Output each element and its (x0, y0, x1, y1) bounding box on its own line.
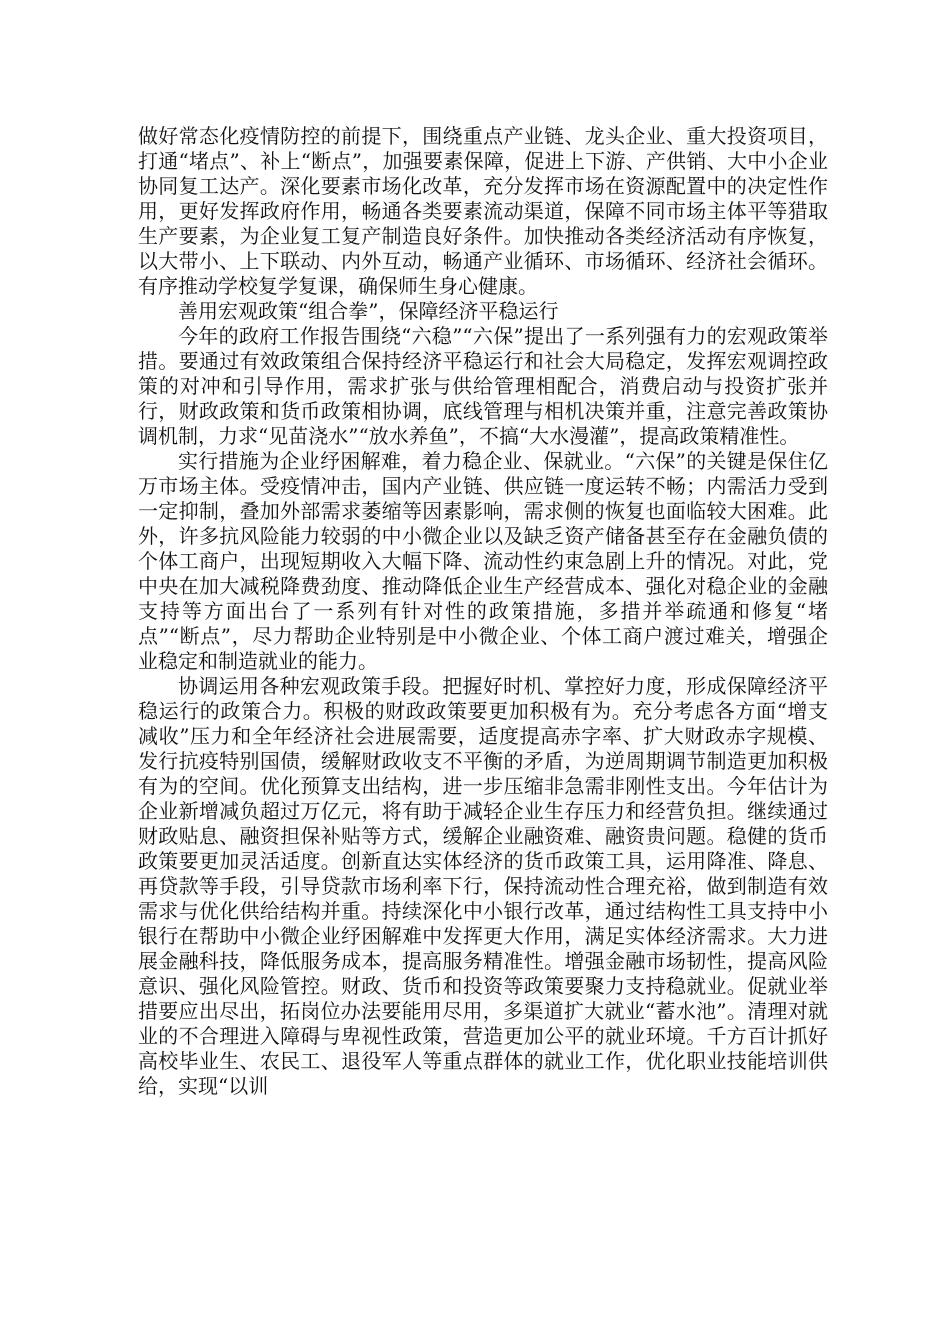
document-page (138, 124, 828, 1099)
paragraph-3: 实行措施为企业纾困解难，着力稳企业、保就业。“六保”的关键是保住亿万市场主体。受疫情冲击，国内产业链、供应链一度运转不畅；内需活力受到一定抑制，叠加外部需求萎缩等因素影响，需求侧的恢复也面临较大困难。此外，许多抗风险能力较弱的中小微企业以及缺乏资产储备甚至存在金融负债的个体工商户，出现短期收入大幅下降、流动性约束急剧上升的情况。对此，党中央在加大减税降费劲度、推动降低企业生产经营成本、强化对稳企业的金融支持等方面出台了一系列有针对性的政策措施，多措并举疏通和修复“堵点”“断点”，尽力帮助企业特别是中小微企业、个体工商户渡过难关，增强企业稳定和制造就业的能力。 (138, 449, 828, 673)
paragraph-4: 协调运用各种宏观政策手段。把握好时机、掌控好力度，形成保障经济平稳运行的政策合力。积极的财政政策要更加积极有为。充分考虑各方面“增支减收”压力和全年经济社会进展需要，适度提高赤字率、扩大财政赤字规模、发行抗疫特别国债，缓解财政收支不平衡的矛盾，为逆周期调节制造更加积极有为的空间。优化预算支出结构，进一步压缩非急需非刚性支出。今年估计为企业新增减负超过万亿元，将有助于减轻企业生存压力和经营负担。继续通过财政贴息、融资担保补贴等方式，缓解企业融资难、融资贵问题。稳健的货币政策要更加灵活适度。创新直达实体经济的货币政策工具，运用降准、降息、再贷款等手段，引导贷款市场利率下行，保持流动性合理充裕，做到制造有效需求与优化供给结构并重。持续深化中小银行改革，通过结构性工具支持中小银行在帮助中小微企业纾困解难中发挥更大作用，满足实体经济需求。大力进展金融科技，降低服务成本，提高服务精准性。增强金融市场韧性，提高风险意识、强化风险管控。财政、货币和投资等政策要聚力支持稳就业。促就业举措要应出尽出，拓岗位办法要能用尽用，多渠道扩大就业“蓄水池”。清理对就业的不合理进入障碍与卑视性政策，营造更加公平的就业环境。千方百计抓好高校毕业生、农民工、退役军人等重点群体的就业工作，优化职业技能培训供给，实现“以训 (138, 674, 828, 1098)
paragraph-2: 今年的政府工作报告围绕“六稳”“六保”提出了一系列强有力的宏观政策举措。要通过有效政策组合保持经济平稳运行和社会大局稳定，发挥宏观调控政策的对冲和引导作用，需求扩张与供给管理相配合，消费启动与投资扩张并行，财政政策和货币政策相协调，底线管理与相机决策并重，注意完善政策协调机制，力求“见苗浇水”“放水养鱼”，不搞“大水漫灌”，提高政策精准性。 (138, 324, 828, 448)
paragraph-1: 做好常态化疫情防控的前提下，围绕重点产业链、龙头企业、重大投资项目，打通“堵点”、补上“断点”，加强要素保障，促进上下游、产供销、大中小企业协同复工达产。深化要素市场化改革，充分发挥市场在资源配置中的决定性作用，更好发挥政府作用，畅通各类要素流动渠道，保障不同市场主体平等猎取生产要素，为企业复工复产制造良好条件。加快推动各类经济活动有序恢复，以大带小、上下联动、内外互动，畅通产业循环、市场循环、经济社会循环。有序推动学校复学复课，确保师生身心健康。 (138, 124, 828, 298)
section-heading: 善用宏观政策“组合拳”，保障经济平稳运行 (178, 299, 559, 323)
